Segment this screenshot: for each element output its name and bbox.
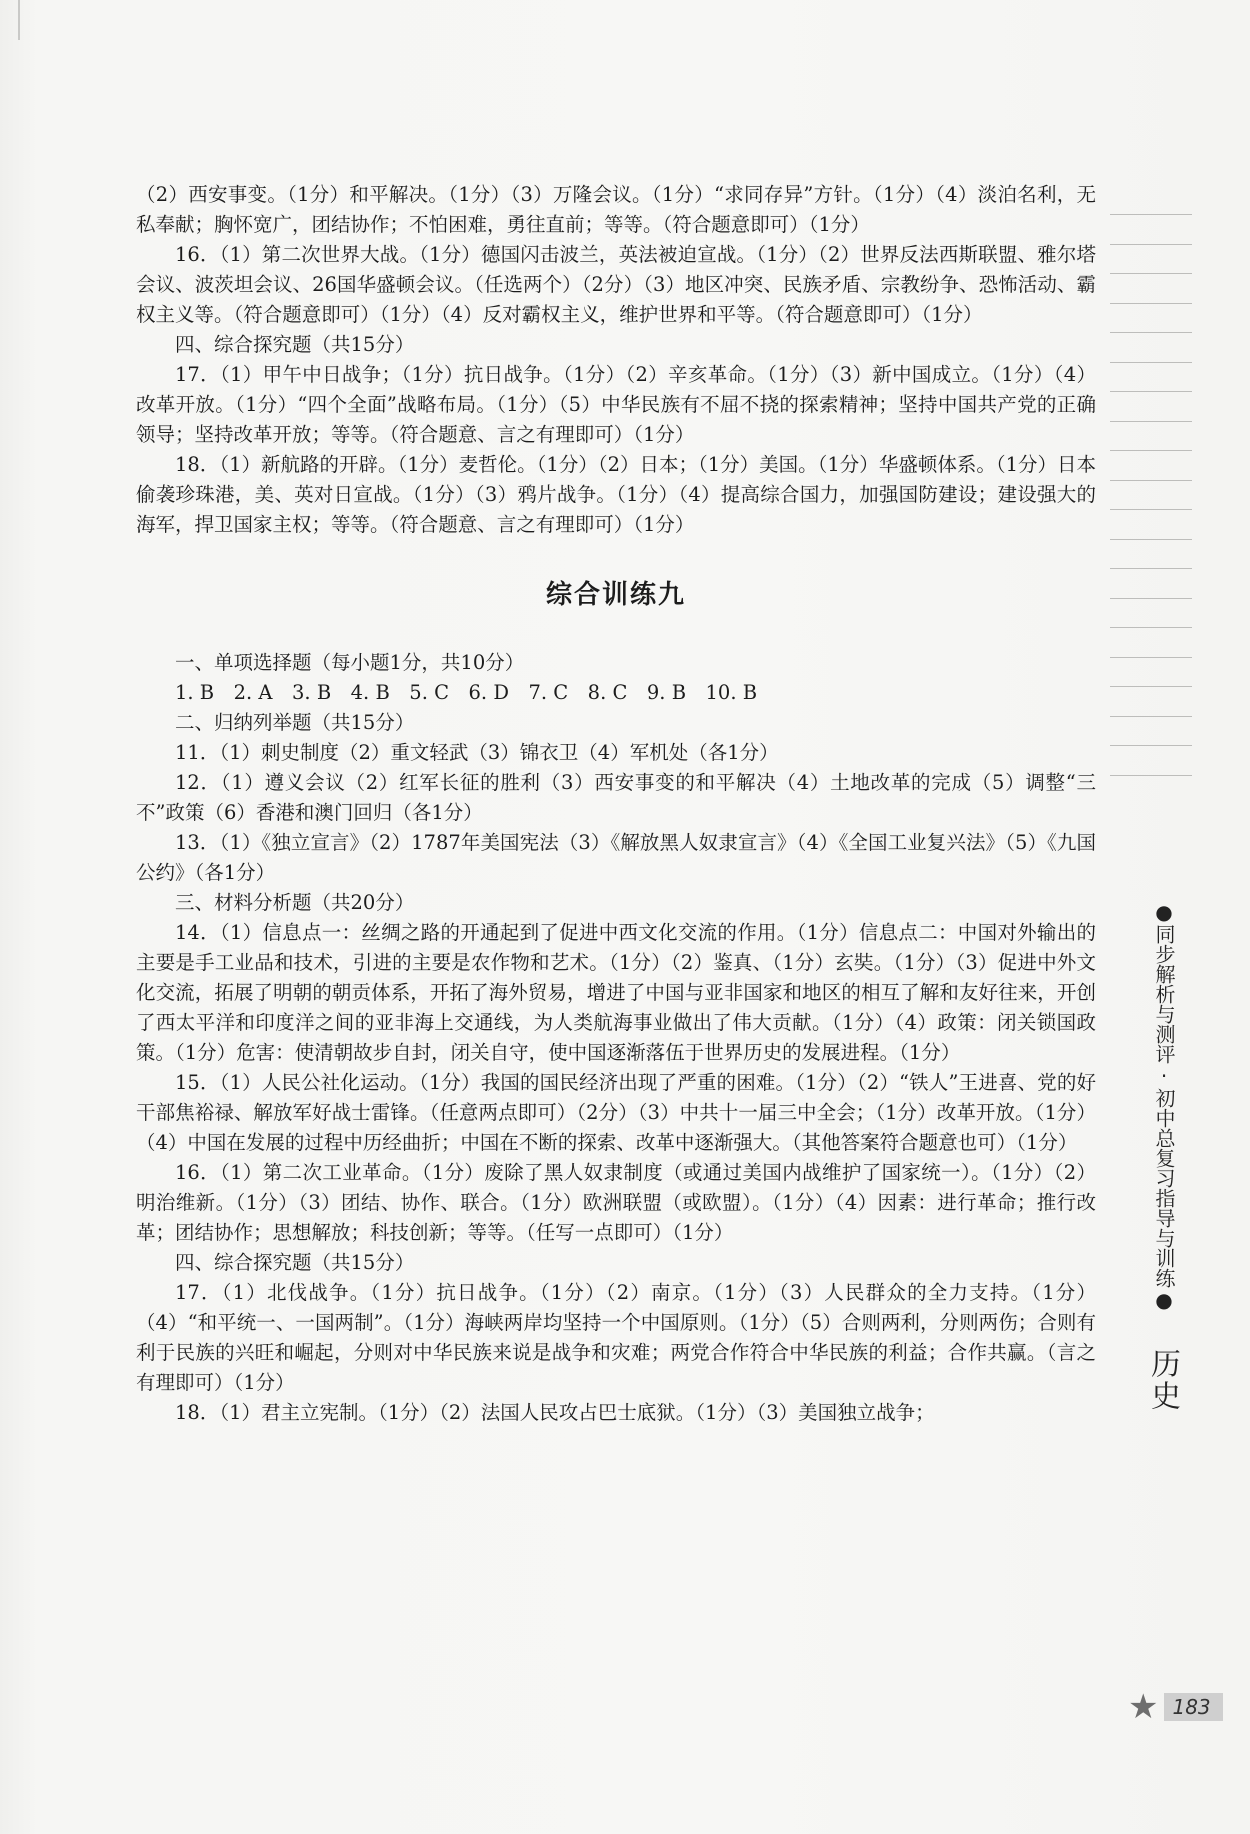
page-number: 183 (1164, 1693, 1222, 1721)
answer-paragraph: 11．（1）刺史制度（2）重文轻武（3）锦衣卫（4）军机处（各1分） (175, 741, 779, 764)
note-line (1110, 568, 1192, 569)
answer-paragraph: 13．（1）《独立宣言》（2）1787年美国宪法（3）《解放黑人奴隶宣言》（4）《全国工业复兴法》（5）《九国公约》（各1分） (136, 831, 1096, 884)
note-line (1110, 627, 1192, 628)
answer-paragraph: 二、归纳列举题（共15分） (175, 711, 415, 734)
note-line (1110, 391, 1192, 392)
note-line (1110, 480, 1192, 481)
bottom-paragraphs (136, 648, 1096, 1428)
answer-paragraph: （2）西安事变。（1分）和平解决。（1分）（3）万隆会议。（1分）“求同存异”方针。（1分）（4）淡泊名利，无私奉献；胸怀宽广，团结协作；不怕困难，勇往直前；等等。（符合题意即可）（1分） (136, 183, 1096, 236)
note-line (1110, 539, 1192, 540)
answer-paragraph: 四、综合探究题（共15分） (175, 333, 415, 356)
note-line (1110, 303, 1192, 304)
section-title: 综合训练九 (545, 580, 686, 610)
note-line (1110, 421, 1192, 422)
answer-paragraph: 18．（1）君主立宪制。（1分）（2）法国人民攻占巴士底狱。（1分）（3）美国独立战争； (175, 1401, 935, 1424)
answer-paragraph: 18．（1）新航路的开辟。（1分）麦哲伦。（1分）（2）日本；（1分）美国。（1分）华盛顿体系。（1分）日本偷袭珍珠港，美、英对日宣战。（1分）（3）鸦片战争。（1分）（4）提高综合国力，加强国防建设；建设强大的海军，捍卫国家主权；等等。（符合题意、言之有理即可）（1分） (136, 453, 1096, 536)
answer-paragraph: 三、材料分析题（共20分） (175, 891, 415, 914)
answer-paragraph: 一、单项选择题（每小题1分，共10分） (175, 651, 525, 674)
series-title: ●同步解析与测评·初中总复习指导与训练● (1152, 900, 1176, 1312)
answer-paragraph: 四、综合探究题（共15分） (175, 1251, 415, 1274)
note-line (1110, 716, 1192, 717)
note-line (1110, 214, 1192, 215)
page-number-block (1128, 1687, 1223, 1727)
note-line (1110, 362, 1192, 363)
note-line (1110, 244, 1192, 245)
subject-label: 历史 (1145, 1348, 1180, 1412)
note-line (1110, 273, 1192, 274)
answer-paragraph: 17．（1）北伐战争。（1分）抗日战争。（1分）（2）南京。（1分）（3）人民群众的全力支持。（1分）（4）“和平统一、一国两制”。（1分）海峡两岸均坚持一个中国原则。（1分）（5）合则两利，分则两伤；合则有利于民族的兴旺和崛起，分则对中华民族来说是战争和灾难；两党合作符合中华民族的利益；合作共赢。（言之有理即可）（1分） (136, 1281, 1096, 1394)
answer-paragraph: 15．（1）人民公社化运动。（1分）我国的国民经济出现了严重的困难。（1分）（2）“铁人”王进喜、党的好干部焦裕禄、解放军好战士雷锋。（任意两点即可）（2分）（3）中共十一届三中全会；（1分）改革开放。（1分）（4）中国在发展的过程中历经曲折；中国在不断的探索、改革中逐渐强大。（其他答案符合题意也可）（1分） (136, 1071, 1096, 1154)
ruled-note-lines (1110, 214, 1192, 804)
note-line (1110, 686, 1192, 687)
answer-paragraph: 1. B 2. A 3. B 4. B 5. C 6. D 7. C 8. C 9. B 10. B (175, 681, 758, 704)
note-line (1110, 745, 1192, 746)
fold-mark (18, 0, 20, 40)
answer-paragraph: 12．（1）遵义会议（2）红军长征的胜利（3）西安事变的和平解决（4）土地改革的完成（5）调整“三不”政策（6）香港和澳门回归（各1分） (136, 771, 1096, 824)
answer-content (136, 180, 1096, 1428)
star-icon: ★ (1128, 1687, 1159, 1727)
note-line (1110, 598, 1192, 599)
note-line (1110, 450, 1192, 451)
note-line (1110, 657, 1192, 658)
note-line (1110, 775, 1192, 776)
note-line (1110, 332, 1192, 333)
answer-paragraph: 17．（1）甲午中日战争；（1分）抗日战争。（1分）（2）辛亥革命。（1分）（3）新中国成立。（1分）（4）改革开放。（1分）“四个全面”战略布局。（1分）（5）中华民族有不屈不挠的探索精神；坚持中国共产党的正确领导；坚持改革开放；等等。（符合题意、言之有理即可）（1分） (136, 363, 1096, 446)
answer-paragraph: 14．（1）信息点一：丝绸之路的开通起到了促进中西文化交流的作用。（1分）信息点二：中国对外输出的主要是手工业品和技术，引进的主要是农作物和艺术。（1分）（2）鉴真、（1分）玄奘。（1分）（3）促进中外文化交流，拓展了明朝的朝贡体系，开拓了海外贸易，增进了中国与亚非国家和地区的相互了解和友好往来，开创了西太平洋和印度洋之间的亚非海上交通线，为人类航海事业做出了伟大贡献。（1分）（4）政策：闭关锁国政策。（1分）危害：使清朝故步自封，闭关自守，使中国逐渐落伍于世界历史的发展进程。（1分） (136, 921, 1096, 1064)
top-paragraphs (136, 180, 1096, 540)
answer-paragraph: 16．（1）第二次世界大战。（1分）德国闪击波兰，英法被迫宣战。（1分）（2）世界反法西斯联盟、雅尔塔会议、波茨坦会议、26国华盛顿会议。（任选两个）（2分）（3）地区冲突、民族矛盾、宗教纷争、恐怖活动、霸权主义等。（符合题意即可）（1分）（4）反对霸权主义，维护世界和平等。（符合题意即可）（1分） (136, 243, 1096, 326)
answer-paragraph: 16．（1）第二次工业革命。（1分）废除了黑人奴隶制度（或通过美国内战维护了国家统一）。（1分）（2）明治维新。（1分）（3）团结、协作、联合。（1分）欧洲联盟（或欧盟）。（1分）（4）因素：进行革命；推行改革；团结协作；思想解放；科技创新；等等。（任写一点即可）（1分） (136, 1161, 1096, 1244)
note-line (1110, 509, 1192, 510)
